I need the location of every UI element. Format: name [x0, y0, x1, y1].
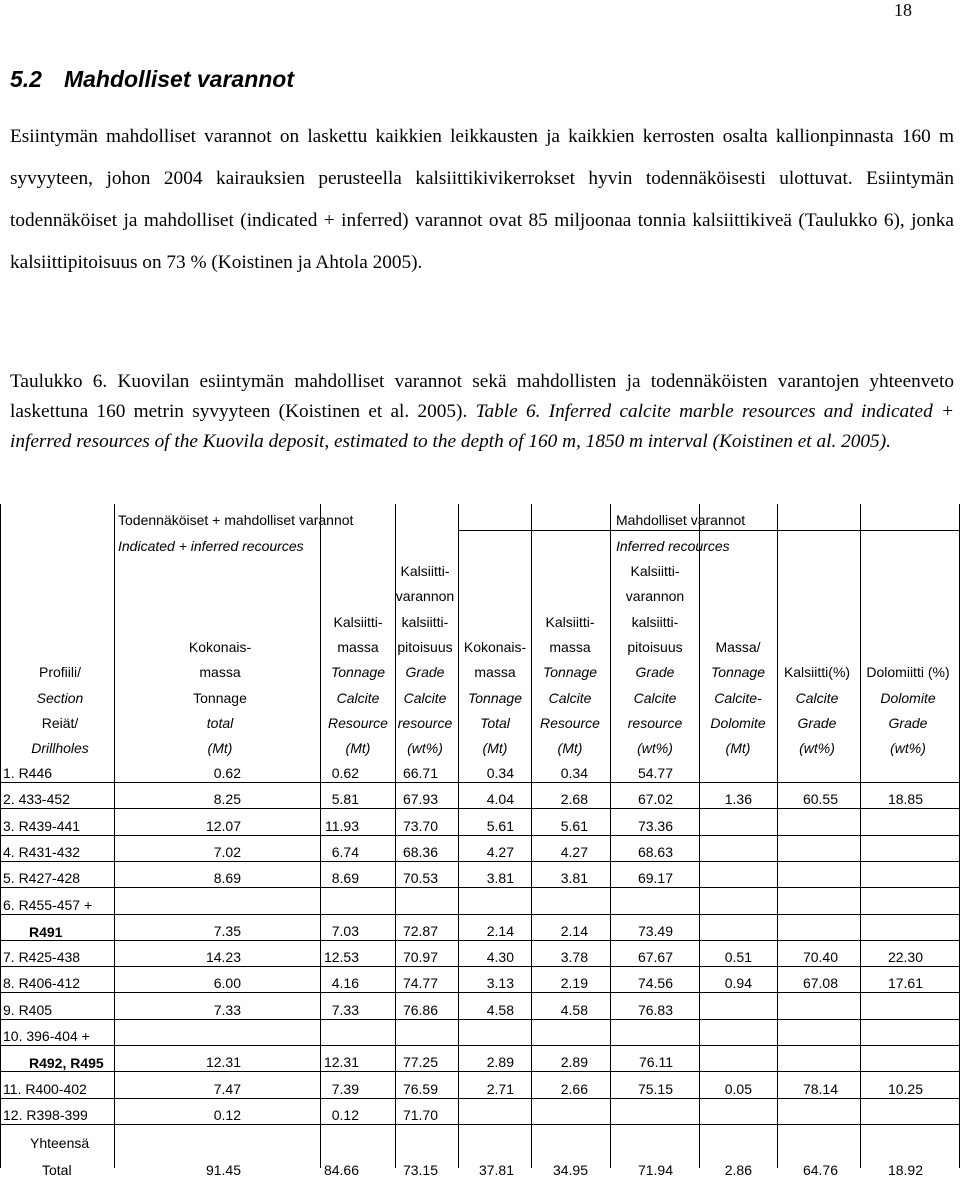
column-header-profile: Section: [36, 689, 84, 706]
total-cell: 84.66: [323, 1161, 359, 1178]
table-cell: 68.36: [402, 843, 438, 860]
column-header-inf-calcite: Tonnage: [543, 664, 597, 681]
table-row-rule: [0, 1124, 960, 1125]
group-title-inferred: Mahdolliset varannot: [616, 512, 746, 528]
group-subtitle-inferred: Inferred recources: [616, 538, 730, 554]
table-cell: 2.14: [560, 922, 588, 939]
table-cell: 0.62: [213, 765, 241, 781]
total-cell: 71.94: [637, 1161, 673, 1178]
table-row-rule: [0, 966, 960, 967]
table-cell: 0.62: [331, 765, 359, 781]
table-row-rule: [0, 861, 960, 862]
table-cell: 2.71: [486, 1080, 514, 1097]
table-cell: 0.51: [724, 949, 752, 966]
body-paragraph: Esiintymän mahdolliset varannot on laskettu kaikkien leikkausten ja kaikkien kerrosten osalta kallionpinnasta 160 m syvyyteen, johon 2004 kairauksien perusteella kalsiittikivikerrokset hyvin todennäköisesti ulottuvat. Esiintymän todennäköiset ja mahdolliset (indicated + inferred) varannot ovat 85 miljoonaa tonnia kalsiittikiveä (Taulukko 6), jonka kalsiittipitoisuus on 73 % (Koistinen ja Ahtola 2005).: [10, 126, 954, 273]
column-header-ind-total: massa: [199, 664, 241, 681]
table-cell: 7.47: [213, 1080, 241, 1097]
column-header-ind-calcite: Calcite: [336, 689, 380, 706]
table-cell: 3.81: [560, 870, 588, 887]
column-header-inf-dolomite-pct: Dolomite: [880, 689, 936, 706]
table-vertical-rule: [860, 504, 861, 1168]
table-row-rule: [0, 835, 960, 836]
table-vertical-rule: [458, 504, 459, 1168]
table-cell: 77.25: [402, 1054, 438, 1071]
table-cell: 7.39: [331, 1080, 359, 1097]
column-header-profile: Reiät/: [41, 714, 79, 731]
row-label: 11. R400-402: [3, 1080, 87, 1097]
table-cell: 67.67: [637, 949, 673, 966]
column-header-inf-total: Tonnage: [468, 689, 522, 706]
table-cell: 14.23: [205, 949, 241, 966]
column-header-ind-total: total: [206, 714, 234, 731]
column-header-inf-total: Kokonais-: [463, 638, 527, 655]
column-header-inf-calcite-pct: (wt%): [799, 740, 835, 757]
column-header-ind-grade: Calcite: [403, 689, 447, 706]
section-number: 5.2: [10, 66, 42, 92]
table-cell: 0.34: [560, 765, 588, 781]
table-cell: 10.25: [887, 1080, 923, 1097]
table-cell: 72.87: [402, 922, 438, 939]
column-header-ind-calcite: (Mt): [345, 740, 371, 757]
column-header-ind-grade: varannon: [395, 588, 455, 605]
table-row-rule: [114, 1071, 960, 1072]
table-cell: 76.86: [402, 1001, 438, 1018]
table-cell: 6.74: [331, 843, 359, 860]
row-label: 8. R406-412: [3, 975, 81, 992]
table-cell: 12.31: [323, 1054, 359, 1071]
table-cell: 7.33: [331, 1001, 359, 1018]
table-group-rule: [458, 530, 960, 531]
column-header-ind-grade: resource: [397, 714, 453, 731]
column-header-inf-dolomite-pct: (wt%): [890, 740, 926, 757]
table-cell: 4.58: [486, 1001, 514, 1018]
row-label-continued: R492, R495: [29, 1055, 104, 1072]
table-cell: 5.61: [560, 817, 588, 834]
table-cell: 12.31: [205, 1054, 241, 1071]
column-header-inf-total: (Mt): [482, 740, 508, 757]
column-header-ind-calcite: Tonnage: [331, 664, 385, 681]
column-header-profile: Drillholes: [31, 740, 89, 757]
table-cell: 2.89: [486, 1054, 514, 1071]
column-header-ind-total: Kokonais-: [188, 638, 252, 655]
row-label: 4. R431-432: [3, 843, 81, 860]
column-header-inf-grade: Grade: [635, 664, 675, 681]
column-header-inf-dolomite-mass: Dolomite: [710, 714, 766, 731]
row-label: 5. R427-428: [3, 870, 81, 887]
column-header-inf-calcite: Calcite: [548, 689, 592, 706]
column-header-ind-grade: Kalsiitti-: [400, 563, 450, 579]
table-row-rule: [0, 782, 960, 783]
group-subtitle-indicated: Indicated + inferred recources: [118, 538, 304, 554]
table-cell: 70.53: [402, 870, 438, 887]
table-cell: 60.55: [802, 791, 838, 808]
column-header-inf-calcite: massa: [549, 638, 591, 655]
table-cell: 76.59: [402, 1080, 438, 1097]
table-cell: 54.77: [637, 765, 673, 781]
table-cell: 68.63: [637, 843, 673, 860]
total-cell: 2.86: [724, 1161, 752, 1178]
table-row-rule: [0, 940, 114, 941]
table-row-rule: [0, 914, 960, 915]
column-header-inf-total: massa: [474, 664, 516, 681]
table-cell: 8.69: [213, 870, 241, 887]
table-cell: 74.77: [402, 975, 438, 992]
table-vertical-rule: [777, 504, 778, 1168]
table-row-rule: [0, 1045, 960, 1046]
table-vertical-rule: [610, 504, 611, 1168]
table-cell: 66.71: [402, 765, 438, 781]
row-label: 2. 433-452: [3, 791, 70, 808]
table-cell: 5.81: [331, 791, 359, 808]
column-header-inf-calcite-pct: Grade: [797, 714, 837, 731]
total-cell: 18.92: [887, 1161, 923, 1178]
table-row-rule: [0, 887, 960, 888]
column-header-ind-grade: (wt%): [407, 740, 443, 757]
table-cell: 6.00: [213, 975, 241, 992]
column-header-ind-calcite: Resource: [328, 714, 388, 731]
table-cell: 2.68: [560, 791, 588, 808]
total-cell: 64.76: [802, 1161, 838, 1178]
table-cell: 2.19: [560, 975, 588, 992]
column-header-inf-total: Total: [480, 714, 510, 731]
section-title: Mahdolliset varannot: [63, 66, 295, 92]
table-cell: 4.16: [331, 975, 359, 992]
column-header-inf-grade: Calcite: [633, 689, 677, 706]
table-vertical-rule: [699, 504, 700, 1168]
table-cell: 0.34: [486, 765, 514, 781]
column-header-inf-calcite: Kalsiitti-: [545, 613, 595, 630]
table-cell: 78.14: [802, 1080, 838, 1097]
table-cell: 5.61: [486, 817, 514, 834]
table-cell: 74.56: [637, 975, 673, 992]
table-cell: 67.02: [637, 791, 673, 808]
table-cell: 3.81: [486, 870, 514, 887]
table-cell: 0.12: [331, 1106, 359, 1123]
table-cell: 73.36: [637, 817, 673, 834]
column-header-inf-grade: resource: [627, 714, 683, 731]
column-header-ind-total: Tonnage: [193, 689, 247, 706]
row-label: 9. R405: [3, 1001, 53, 1018]
column-header-profile: Profiili/: [38, 664, 82, 681]
column-header-inf-calcite: (Mt): [557, 740, 583, 757]
row-label: 1. R446: [3, 765, 53, 781]
section-heading: [10, 66, 294, 93]
table-cell: 67.93: [402, 791, 438, 808]
table-cell: 69.17: [637, 870, 673, 887]
column-header-ind-total: (Mt): [207, 740, 233, 757]
table-cell: 0.94: [724, 975, 752, 992]
table-cell: 70.40: [802, 949, 838, 966]
column-header-inf-dolomite-mass: Massa/: [715, 638, 761, 655]
column-header-inf-calcite-pct: Calcite: [795, 689, 839, 706]
table-row-rule: [0, 1071, 114, 1072]
table-cell: 70.97: [402, 949, 438, 966]
table-vertical-rule: [0, 504, 1, 1168]
total-cell: 37.81: [478, 1161, 514, 1178]
column-header-ind-calcite: massa: [337, 638, 379, 655]
table-row-rule: [114, 940, 960, 941]
total-cell: 34.95: [552, 1161, 588, 1178]
table-cell: 12.07: [205, 817, 241, 834]
row-label: 12. R398-399: [3, 1106, 88, 1123]
column-header-inf-dolomite-pct: Dolomiitti (%): [866, 664, 950, 681]
table-cell: 71.70: [402, 1106, 438, 1123]
table-cell: 2.89: [560, 1054, 588, 1071]
row-label: 6. R455-457 +: [3, 896, 93, 913]
table-cell: 4.58: [560, 1001, 588, 1018]
column-header-inf-grade: Kalsiitti-: [630, 563, 680, 579]
table-cell: 73.70: [402, 817, 438, 834]
table-row-rule: [0, 992, 960, 993]
row-label-continued: R491: [29, 923, 63, 940]
table-cell: 75.15: [637, 1080, 673, 1097]
table-cell: 2.14: [486, 922, 514, 939]
table-vertical-rule: [531, 504, 532, 1168]
column-header-inf-calcite: Resource: [540, 714, 600, 731]
column-header-inf-grade: pitoisuus: [627, 638, 683, 655]
column-header-inf-dolomite-mass: Tonnage: [711, 664, 765, 681]
table-cell: 76.83: [637, 1001, 673, 1018]
table-cell: 8.69: [331, 870, 359, 887]
table-cell: 4.27: [486, 843, 514, 860]
resources-table: [0, 504, 960, 1178]
table-cell: 4.30: [486, 949, 514, 966]
table-cell: 0.05: [724, 1080, 752, 1097]
table-cell: 8.25: [213, 791, 241, 808]
table-cell: 22.30: [887, 949, 923, 966]
table-cell: 11.93: [325, 817, 359, 834]
row-label: 7. R425-438: [3, 949, 81, 966]
table-caption: [10, 367, 954, 457]
caption-finnish: Taulukko 6. Kuovilan esiintymän mahdolliset varannot sekä mahdollisten ja todennäköisten varantojen yhteenveto laskettuna 160 metrin syvyyteen (Koistinen et al. 2005).: [10, 371, 954, 422]
column-header-inf-dolomite-mass: (Mt): [725, 740, 751, 757]
table-cell: 67.08: [802, 975, 838, 992]
table-cell: 12.53: [323, 949, 359, 966]
row-label: 10. 396-404 +: [3, 1028, 90, 1044]
table-cell: 76.11: [639, 1054, 673, 1071]
table-cell: 73.49: [637, 922, 673, 939]
page-number: 18: [894, 0, 912, 20]
table-vertical-rule: [114, 504, 115, 1168]
table-cell: 7.33: [213, 1001, 241, 1018]
table-cell: 3.78: [560, 949, 588, 966]
table-cell: 3.13: [486, 975, 514, 992]
table-cell: 4.27: [560, 843, 588, 860]
total-cell: 73.15: [402, 1161, 438, 1178]
table-cell: 1.36: [724, 791, 752, 808]
table-row-rule: [0, 1098, 960, 1099]
column-header-inf-dolomite-pct: Grade: [888, 714, 928, 731]
table-cell: 4.04: [486, 791, 514, 808]
column-header-ind-calcite: Kalsiitti-: [333, 613, 383, 630]
table-cell: 17.61: [887, 975, 923, 992]
table-cell: 7.03: [331, 922, 359, 939]
table-cell: 18.85: [887, 791, 923, 808]
table-cell: 0.12: [213, 1106, 241, 1123]
table-cell: 7.35: [213, 922, 241, 939]
total-cell: 91.45: [205, 1161, 241, 1178]
column-header-ind-grade: kalsiitti-: [401, 613, 449, 630]
column-header-inf-calcite-pct: Kalsiitti(%): [783, 664, 851, 681]
row-label: 3. R439-441: [3, 817, 81, 834]
total-label-en: Total: [42, 1161, 72, 1178]
column-header-ind-grade: pitoisuus: [397, 638, 453, 655]
table-cell: 2.66: [560, 1080, 588, 1097]
caption-english: Table 6. Inferred calcite marble resources and indicated + inferred resources of the Kuovila deposit, estimated to the depth of 160 m, 1850 m interval (Koistinen et al. 2005).: [10, 401, 954, 452]
column-header-inf-grade: (wt%): [637, 740, 673, 757]
table-row-rule: [0, 808, 960, 809]
table-row-rule: [0, 1019, 960, 1020]
column-header-inf-grade: varannon: [625, 588, 685, 605]
total-label: Yhteensä: [30, 1135, 90, 1152]
table-cell: 7.02: [213, 843, 241, 860]
group-title-indicated: Todennäköiset + mahdolliset varannot: [118, 512, 354, 528]
table-vertical-rule: [320, 504, 321, 1168]
column-header-inf-grade: kalsiitti-: [631, 613, 679, 630]
column-header-ind-grade: Grade: [405, 664, 445, 681]
column-header-inf-dolomite-mass: Calcite-: [714, 689, 762, 706]
